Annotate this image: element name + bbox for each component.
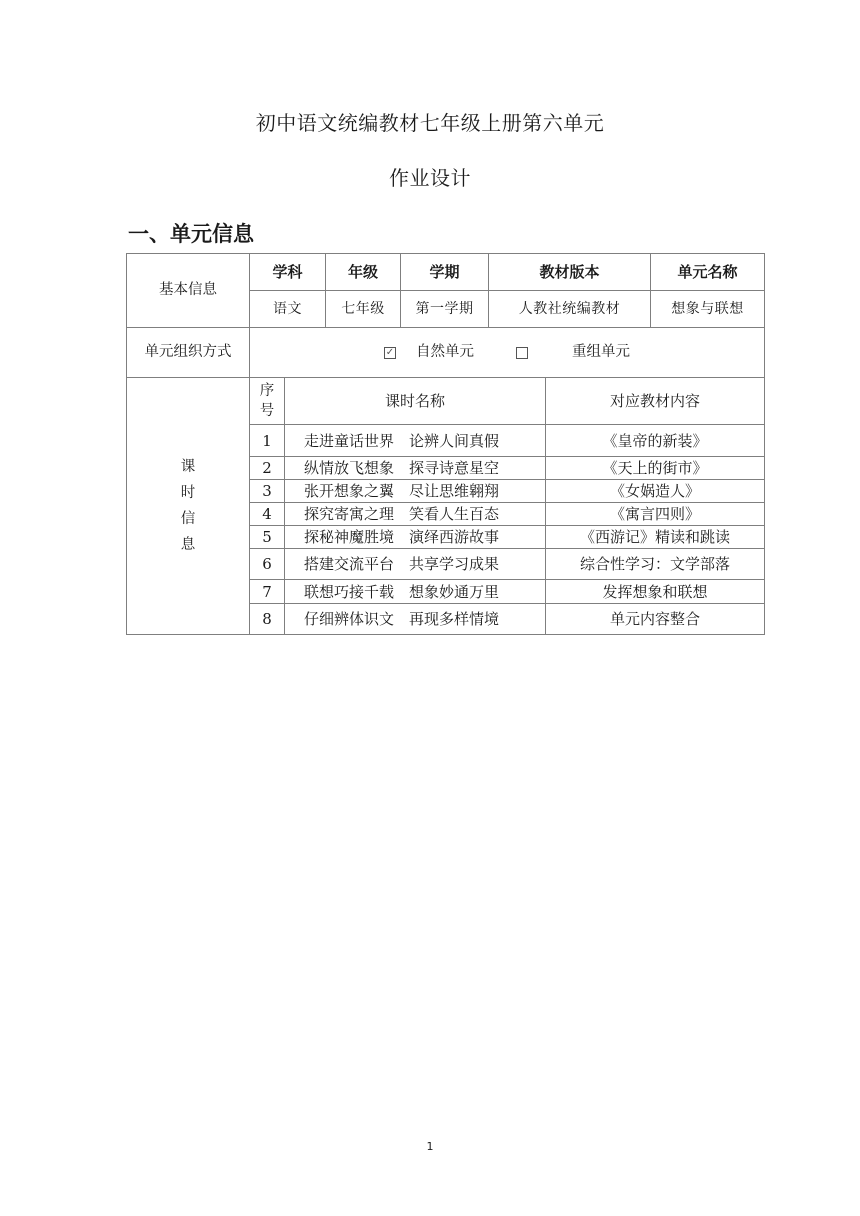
document-subtitle: 作业设计: [389, 166, 471, 190]
regroup-unit-checkbox[interactable]: [516, 347, 528, 359]
lesson-content: 《天上的街市》: [546, 457, 765, 480]
lesson-name: 探究寄寓之理 笑看人生百态: [285, 503, 546, 526]
header-textbook-content: 对应教材内容: [546, 378, 765, 425]
page-number: 1: [426, 1140, 434, 1153]
lesson-number: 2: [250, 457, 285, 480]
lesson-name: 探秘神魔胜境 演绎西游故事: [285, 526, 546, 549]
lesson-name: 走进童话世界 论辨人间真假: [285, 425, 546, 457]
header-semester: 学期: [401, 254, 489, 291]
lesson-content: 《皇帝的新装》: [546, 425, 765, 457]
lesson-name: 仔细辨体识文 再现多样情境: [285, 604, 546, 635]
section-heading: 一、单元信息: [128, 222, 254, 246]
lesson-name: 联想巧接千载 想象妙通万里: [285, 580, 546, 604]
document-title: 初中语文统编教材七年级上册第六单元: [255, 111, 605, 135]
lesson-content: 《寓言四则》: [546, 503, 765, 526]
lesson-info-label: 课 时 信 息: [127, 378, 250, 635]
lesson-number: 4: [250, 503, 285, 526]
lesson-number: 6: [250, 549, 285, 580]
lesson-number: 3: [250, 480, 285, 503]
header-grade: 年级: [326, 254, 401, 291]
natural-unit-label: 自然单元: [416, 344, 474, 361]
value-textbook-version: 人教社统编教材: [489, 291, 651, 328]
lesson-number: 5: [250, 526, 285, 549]
lesson-content: 综合性学习：文学部落: [546, 549, 765, 580]
value-subject: 语文: [250, 291, 326, 328]
lesson-content: 《女娲造人》: [546, 480, 765, 503]
natural-unit-checkbox[interactable]: ✓: [385, 347, 395, 359]
header-textbook-version: 教材版本: [489, 254, 651, 291]
unit-info-table: [126, 253, 765, 378]
lesson-name: 张开想象之翼 尽让思维翱翔: [285, 480, 546, 503]
lesson-number: 8: [250, 604, 285, 635]
lesson-content: 《西游记》精读和跳读: [546, 526, 765, 549]
lesson-content: 发挥想象和联想: [546, 580, 765, 604]
value-grade: 七年级: [326, 291, 401, 328]
lesson-info-table: [126, 377, 765, 635]
lesson-number: 7: [250, 580, 285, 604]
header-unit-name: 单元名称: [651, 254, 765, 291]
regroup-unit-label: 重组单元: [572, 344, 630, 361]
lesson-name: 纵情放飞想象 探寻诗意星空: [285, 457, 546, 480]
org-mode-label: 单元组织方式: [127, 328, 250, 378]
header-number: 序 号: [250, 378, 285, 425]
value-unit-name: 想象与联想: [651, 291, 765, 328]
header-lesson-name: 课时名称: [285, 378, 546, 425]
header-subject: 学科: [250, 254, 326, 291]
basic-info-label: 基本信息: [127, 254, 250, 328]
lesson-content: 单元内容整合: [546, 604, 765, 635]
org-mode-options: [250, 328, 765, 378]
value-semester: 第一学期: [401, 291, 489, 328]
lesson-number: 1: [250, 425, 285, 457]
lesson-name: 搭建交流平台 共享学习成果: [285, 549, 546, 580]
